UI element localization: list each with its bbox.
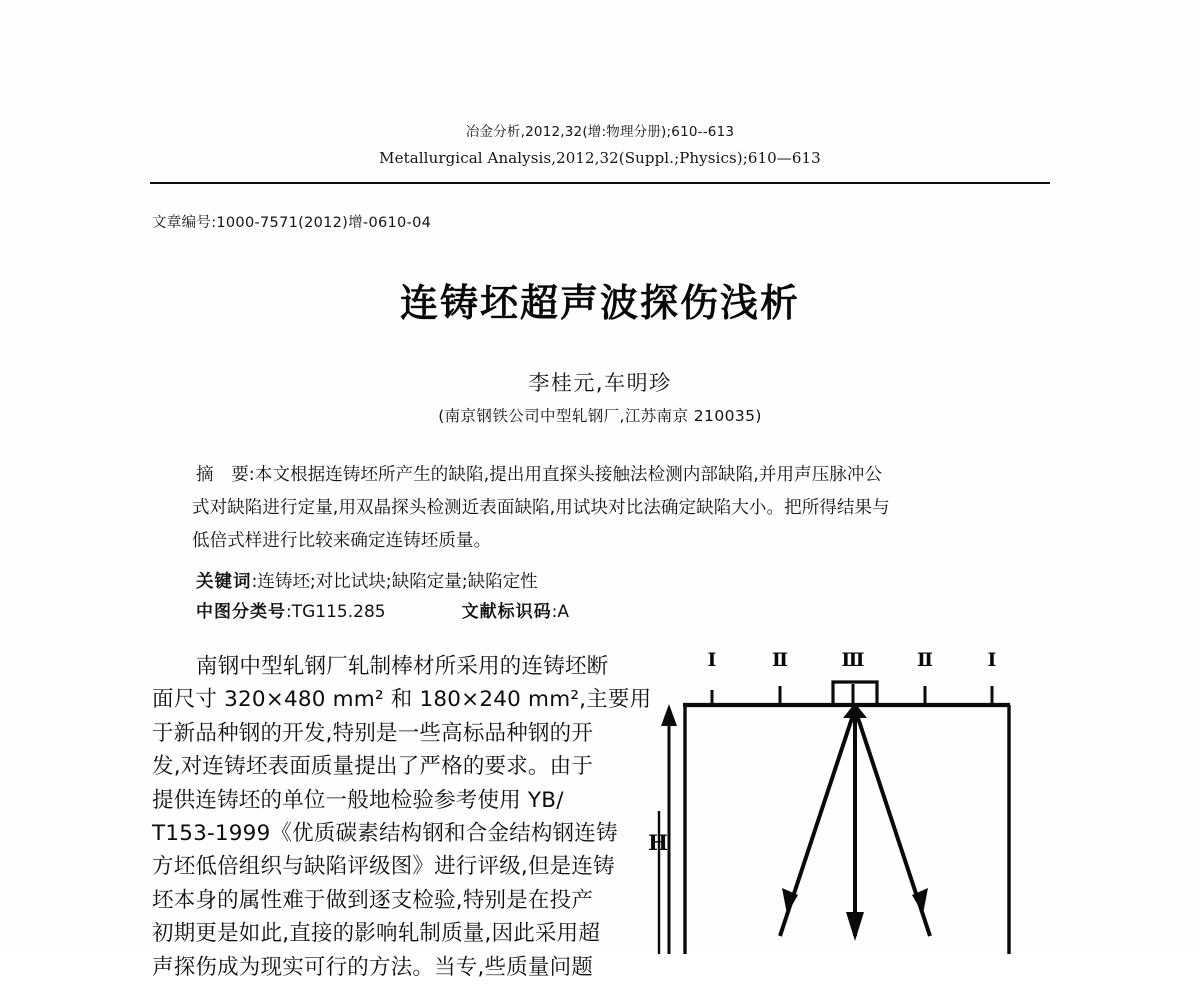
keywords-line <box>196 568 538 593</box>
height-dimension-arrow <box>659 704 677 954</box>
clc-separator: : <box>286 602 292 622</box>
keywords-label: 关键词 <box>196 572 252 592</box>
zone-tick-marks <box>712 684 992 705</box>
doc-code-separator: : <box>551 602 558 622</box>
running-head-english: Metallurgical Analysis,2012,32(Suppl.;Physics);610—613 <box>379 149 821 168</box>
doc-code-label: 文献标识码 <box>461 602 552 622</box>
figure-svg <box>640 636 1060 954</box>
clc-value: TG115.285 <box>291 602 386 622</box>
doc-code-value: A <box>557 602 569 622</box>
abstract-line: 低倍式样进行比较来确定连铸坯质量。 <box>192 531 492 551</box>
probe-box <box>833 682 877 705</box>
abstract-line: 摘 要:本文根据连铸坯所产生的缺陷,提出用直探头接触法检测内部缺陷,并用声压脉冲公 <box>196 465 883 485</box>
zone-label-5: Ⅰ <box>987 649 997 671</box>
running-head <box>0 122 1200 170</box>
zone-label-3: Ⅲ <box>841 649 865 671</box>
body-text-column <box>152 650 652 980</box>
zone-label-1: Ⅰ <box>707 649 717 671</box>
body-line: T153-1999《优质碳素结构钢和合金结构钢连铸 <box>152 821 618 847</box>
body-line: 于新品种钢的开发,特别是一些高标品种钢的开 <box>152 720 594 746</box>
article-number: 文章编号:1000-7571(2012)增-0610-04 <box>152 215 432 231</box>
height-label: H <box>648 830 668 855</box>
figure-ultrasonic-schematic <box>640 636 1060 954</box>
page-title: 连铸坯超声波探伤浅析 <box>399 281 800 325</box>
author-list: 李桂元,车明珍 <box>528 371 672 395</box>
running-head-chinese: 冶金分析,2012,32(增:物理分册);610--613 <box>465 124 735 140</box>
keywords-value: 连铸坯;对比试块;缺陷定量;缺陷定性 <box>257 572 538 592</box>
body-line: 声探伤成为现实可行的方法。当专,些质量问题 <box>152 954 594 980</box>
body-line: 方坯低倍组织与缺陷评级图》进行评级,但是连铸 <box>152 854 615 880</box>
beam-rays <box>780 709 930 941</box>
abstract-line: 式对缺陷进行定量,用双晶探头检测近表面缺陷,用试块对比法确定缺陷大小。把所得结果与 <box>192 498 890 518</box>
header-divider-rule <box>150 182 1050 184</box>
body-line: 提供连铸坯的单位一般地检验参考使用 YB/ <box>152 787 564 813</box>
abstract-block <box>192 459 1048 558</box>
beam-arrow-center <box>846 912 864 941</box>
classification-line <box>196 597 569 622</box>
body-line: 发,对连铸坯表面质量提出了严格的要求。由于 <box>152 754 594 780</box>
body-line: 面尺寸 320×480 mm² 和 180×240 mm²,主要用 <box>152 687 652 713</box>
zone-label-4: Ⅱ <box>916 649 934 671</box>
zone-label-2: Ⅱ <box>771 649 789 671</box>
body-line: 初期更是如此,直接的影响轧制质量,因此采用超 <box>152 921 601 947</box>
body-line: 坯本身的属性难于做到逐支检验,特别是在投产 <box>152 887 594 913</box>
clc-label: 中图分类号 <box>196 602 286 622</box>
keywords-separator: : <box>251 572 258 592</box>
body-line: 南钢中型轧钢厂轧制棒材所采用的连铸坯断 <box>196 654 609 679</box>
affiliation: (南京钢铁公司中型轧钢厂,江苏南京 210035) <box>438 407 762 425</box>
